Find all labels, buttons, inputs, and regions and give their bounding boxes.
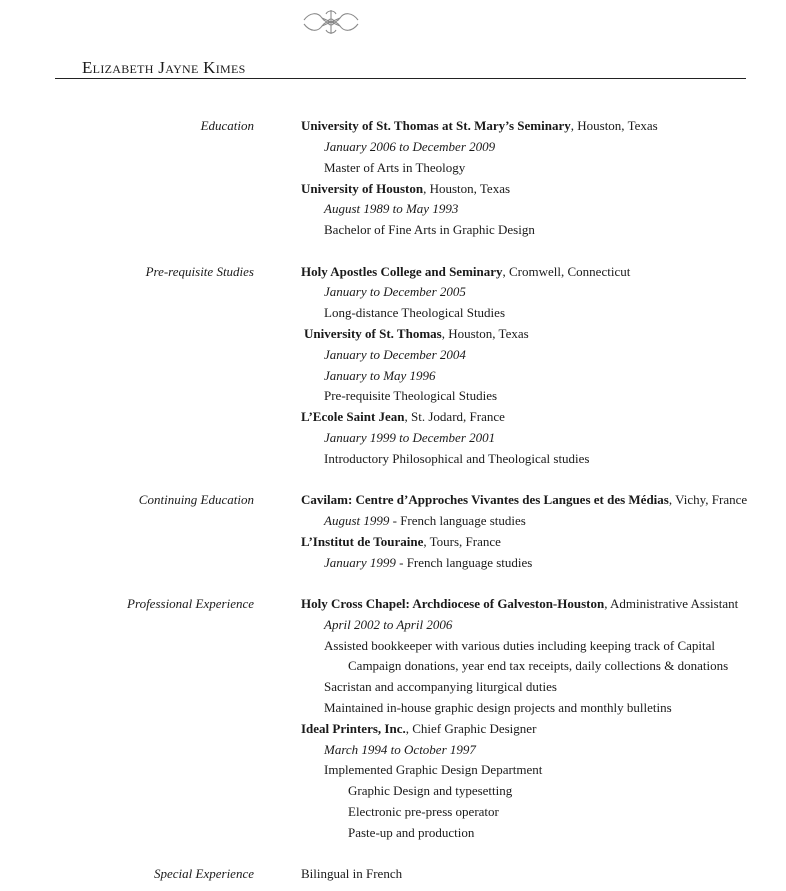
job-dates-2: March 1994 to October 1997 [324, 742, 476, 757]
prereq-entry-3: L’Ecole Saint Jean, St. Jodard, France [301, 409, 505, 424]
prereq-dates-3: January 1999 to December 2001 [324, 430, 496, 445]
education-dates-2: August 1989 to May 1993 [324, 201, 459, 216]
section-label-continuing: Continuing Education [138, 492, 254, 507]
section-label-professional: Professional Experience [127, 596, 254, 611]
special-entry-1: Bilingual in French [301, 866, 403, 881]
job-entry-2: Ideal Printers, Inc., Chief Graphic Designer [301, 721, 537, 736]
job-duty-continued: Campaign donations, year end tax receipts, daily collections & donations [348, 658, 729, 673]
education-dates-1: January 2006 to December 2009 [324, 139, 496, 154]
job-subduty: Paste-up and production [348, 825, 475, 840]
education-entry-1: University of St. Thomas at St. Mary’s Seminary, Houston, Texas [301, 118, 658, 133]
continuing-entry-1: Cavilam: Centre d’Approches Vivantes des Langues et des Médias, Vichy, France [301, 492, 748, 507]
job-subduty: Electronic pre-press operator [348, 804, 499, 819]
job-dates-1: April 2002 to April 2006 [324, 617, 453, 632]
education-entry-2: University of Houston, Houston, Texas [301, 181, 511, 196]
job-duty: Implemented Graphic Design Department [324, 762, 543, 777]
prereq-dates-2a: January to December 2004 [324, 347, 466, 362]
section-label-prereq: Pre-requisite Studies [145, 264, 254, 279]
job-subduty: Graphic Design and typesetting [348, 783, 513, 798]
job-duty: Maintained in-house graphic design projects and monthly bulletins [324, 700, 672, 715]
job-duty: Assisted bookkeeper with various duties including keeping track of Capital [324, 638, 715, 653]
prereq-dates-1: January to December 2005 [324, 284, 466, 299]
prereq-desc-3: Introductory Philosophical and Theological studies [324, 451, 590, 466]
continuing-detail-2: January 1999 - French language studies [324, 555, 533, 570]
prereq-desc-2: Pre-requisite Theological Studies [324, 388, 498, 403]
education-degree-2: Bachelor of Fine Arts in Graphic Design [324, 222, 535, 237]
section-label-special: Special Experience [154, 866, 254, 881]
continuing-entry-2: L’Institut de Touraine, Tours, France [301, 534, 501, 549]
header-divider [55, 78, 746, 79]
education-degree-1: Master of Arts in Theology [324, 160, 466, 175]
job-entry-1: Holy Cross Chapel: Archdiocese of Galveston-Houston, Administrative Assistant [301, 596, 739, 611]
prereq-dates-2b: January to May 1996 [324, 368, 436, 383]
continuing-detail-1: August 1999 - French language studies [324, 513, 526, 528]
job-duty: Sacristan and accompanying liturgical duties [324, 679, 557, 694]
prereq-entry-2: University of St. Thomas, Houston, Texas [304, 326, 529, 341]
decorative-flourish-icon [300, 6, 362, 38]
prereq-desc-1: Long-distance Theological Studies [324, 305, 505, 320]
prereq-entry-1: Holy Apostles College and Seminary, Cromwell, Connecticut [301, 264, 631, 279]
section-label-education: Education [200, 118, 254, 133]
resume-name: Elizabeth Jayne Kimes [82, 58, 246, 77]
